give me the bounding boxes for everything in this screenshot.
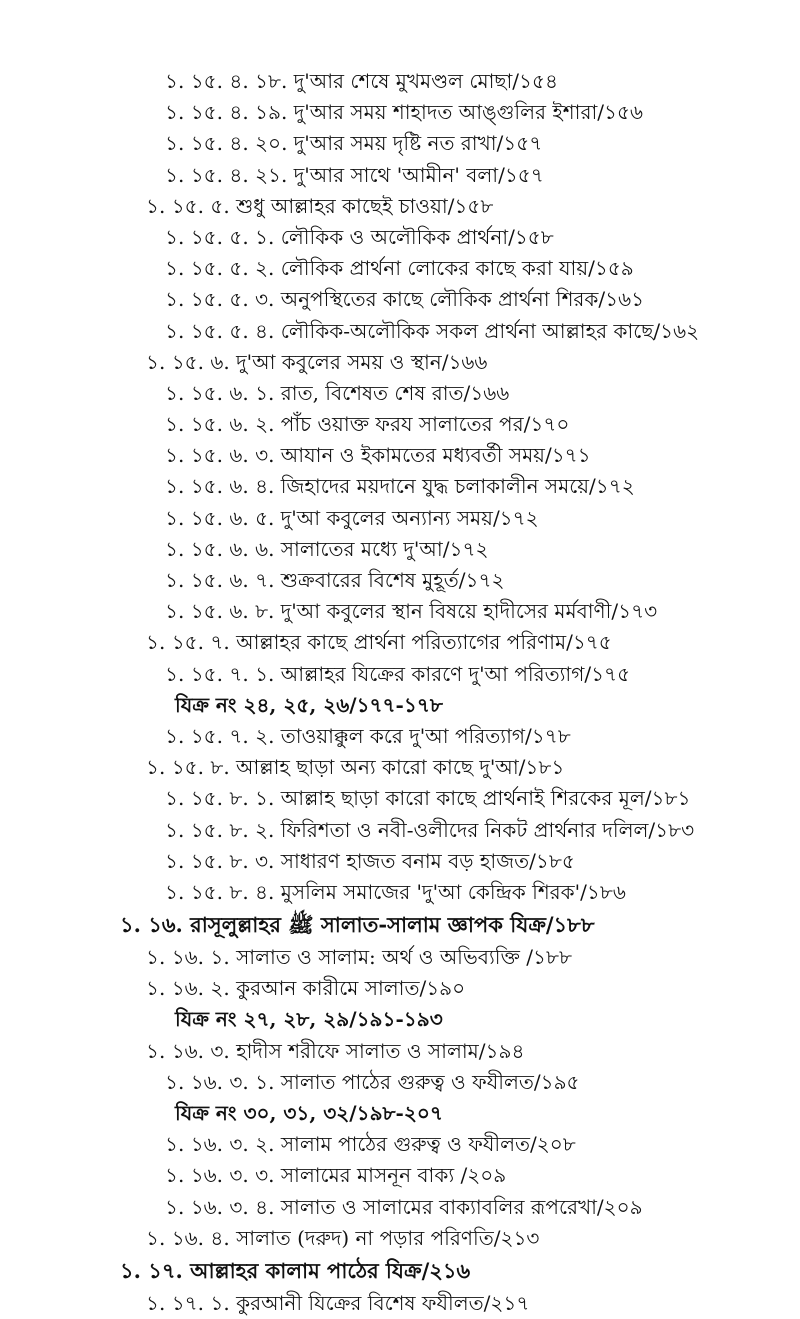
toc-entry: ১. ১৫. ৮. ২. ফিরিশতা ও নবী-ওলীদের নিকট প্রার্থনার দলিল/১৮৩ <box>165 817 695 842</box>
toc-entry: ১. ১৬. ১. সালাত ও সালাম: অর্থ ও অভিব্যক্তি /১৮৮ <box>146 945 572 970</box>
toc-entry: ১. ১৫. ৬. ৬. সালাতের মধ্যে দু'আ/১৭২ <box>165 536 489 561</box>
toc-entry: ১. ১৫. ৪. ১৮. দু'আর শেষে মুখমণ্ডল মোছা/১৫৪ <box>165 69 558 93</box>
toc-entry: ১. ১৫. ৮. ৪. মুসলিম সমাজের 'দু'আ কেন্দ্রিক শিরক'/১৮৬ <box>165 879 626 904</box>
toc-entry: ১. ১৫. ৮. আল্লাহ ছাড়া অন্য কারো কাছে দু'আ/১৮১ <box>146 755 565 780</box>
toc-entry: ১. ১৫. ৫. ৪. লৌকিক-অলৌকিক সকল প্রার্থনা আল্লাহর কাছে/১৬২ <box>165 318 700 343</box>
zikr-range-entry: যিক্র নং ২৭, ২৮, ২৯/১৯১-১৯৩ <box>175 1007 443 1032</box>
toc-entry: ১. ১৬. রাসূলুল্লাহর ﷺ সালাত-সালাম জ্ঞাপক যিক্র/১৮৮ <box>120 912 595 938</box>
toc-entry: ১. ১৫. ৬. দু'আ কবুলের সময় ও স্থান/১৬৬ <box>146 349 488 374</box>
toc-entry: ১. ১৬. ৩. ৪. সালাত ও সালামের বাক্যাবলির রূপরেখা/২০৯ <box>165 1194 643 1219</box>
toc-entry: ১. ১৫. ৫. ১. লৌকিক ও অলৌকিক প্রার্থনা/১৫৮ <box>165 224 554 249</box>
toc-entry: ১. ১৬. ৩. ১. সালাত পাঠের গুরুত্ব ও ফযীলত/১৯৫ <box>165 1069 580 1094</box>
toc-entry: ১. ১৫. ৮. ৩. সাধারণ হাজত বনাম বড় হাজত/১৮৫ <box>165 848 575 873</box>
toc-entry: ১. ১৬. ৩. ৩. সালামের মাসনূন বাক্য /২০৯ <box>165 1163 507 1188</box>
toc-entry: ১. ১৫. ৭. ১. আল্লাহর যিক্রের কারণে দু'আ পরিত্যাগ/১৭৫ <box>165 661 631 686</box>
toc-entry: ১. ১৫. ৫. শুধু আল্লাহর কাছেই চাওয়া/১৫৮ <box>146 193 494 218</box>
toc-entry: ১. ১৫. ৬. ৭. শুক্রবারের বিশেষ মুহূর্ত/১৭২ <box>165 568 505 592</box>
toc-entry: ১. ১৫. ৮. ১. আল্লাহ ছাড়া কারো কাছে প্রার্থনাই শিরকের মূল/১৮১ <box>165 786 691 811</box>
toc-entry: ১. ১৬. ৪. সালাত (দরুদ) না পড়ার পরিণতি/২১৩ <box>146 1225 540 1250</box>
toc-entry: ১. ১৫. ৪. ২০. দু'আর সময় দৃষ্টি নত রাখা/১৫৭ <box>165 131 543 156</box>
toc-entry: ১. ১৫. ৪. ২১. দু'আর সাথে 'আমীন' বলা/১৫৭ <box>165 162 544 187</box>
toc-entry: ১. ১৫. ৫. ২. লৌকিক প্রার্থনা লোকের কাছে করা যায়/১৫৯ <box>165 256 634 281</box>
toc-entry: ১. ১৬. ৩. ২. সালাম পাঠের গুরুত্ব ও ফযীলত/২০৮ <box>165 1132 576 1157</box>
toc-entry: ১. ১৬. ৩. হাদীস শরীফে সালাত ও সালাম/১৯৪ <box>146 1038 525 1063</box>
toc-entry: ১. ১৫. ৭. আল্লাহর কাছে প্রার্থনা পরিত্যাগের পরিণাম/১৭৫ <box>146 630 612 655</box>
toc-entry: ১. ১৭. ১. কুরআনী যিক্রের বিশেষ ফযীলত/২১৭ <box>146 1290 530 1315</box>
toc-entry: ১. ১৭. আল্লাহর কালাম পাঠের যিক্র/২১৬ <box>120 1257 471 1283</box>
toc-entry: ১. ১৫. ৬. ৮. দু'আ কবুলের স্থান বিষয়ে হাদীসের মর্মবাণী/১৭৩ <box>165 599 658 624</box>
zikr-range-entry: যিক্র নং ২৪, ২৫, ২৬/১৭৭-১৭৮ <box>175 692 443 717</box>
toc-entry: ১. ১৫. ৬. ২. পাঁচ ওয়াক্ত ফরয সালাতের পর/১৭০ <box>165 412 570 437</box>
zikr-range-entry: যিক্র নং ৩০, ৩১, ৩২/১৯৮-২০৭ <box>175 1101 443 1125</box>
table-of-contents <box>0 66 800 1319</box>
toc-entry: ১. ১৬. ২. কুরআন কারীমে সালাত/১৯০ <box>146 976 466 1001</box>
toc-entry: ১. ১৫. ৬. ৩. আযান ও ইকামতের মধ্যবর্তী সময়/১৭১ <box>165 443 591 468</box>
toc-entry: ১. ১৫. ৪. ১৯. দু'আর সময় শাহাদত আঙ্গুলির ইশারা/১৫৬ <box>165 100 643 125</box>
toc-entry: ১. ১৫. ৬. ৪. জিহাদের ময়দানে যুদ্ধ চলাকালীন সময়ে/১৭২ <box>165 474 635 499</box>
toc-entry: ১. ১৫. ৫. ৩. অনুপস্থিতের কাছে লৌকিক প্রার্থনা শিরক/১৬১ <box>165 287 645 312</box>
toc-entry: ১. ১৫. ৬. ১. রাত, বিশেষত শেষ রাত/১৬৬ <box>165 380 510 405</box>
toc-entry: ১. ১৫. ৬. ৫. দু'আ কবুলের অন্যান্য সময়/১৭২ <box>165 505 539 530</box>
toc-entry: ১. ১৫. ৭. ২. তাওয়াক্কুল করে দু'আ পরিত্যাগ/১৭৮ <box>165 723 571 748</box>
